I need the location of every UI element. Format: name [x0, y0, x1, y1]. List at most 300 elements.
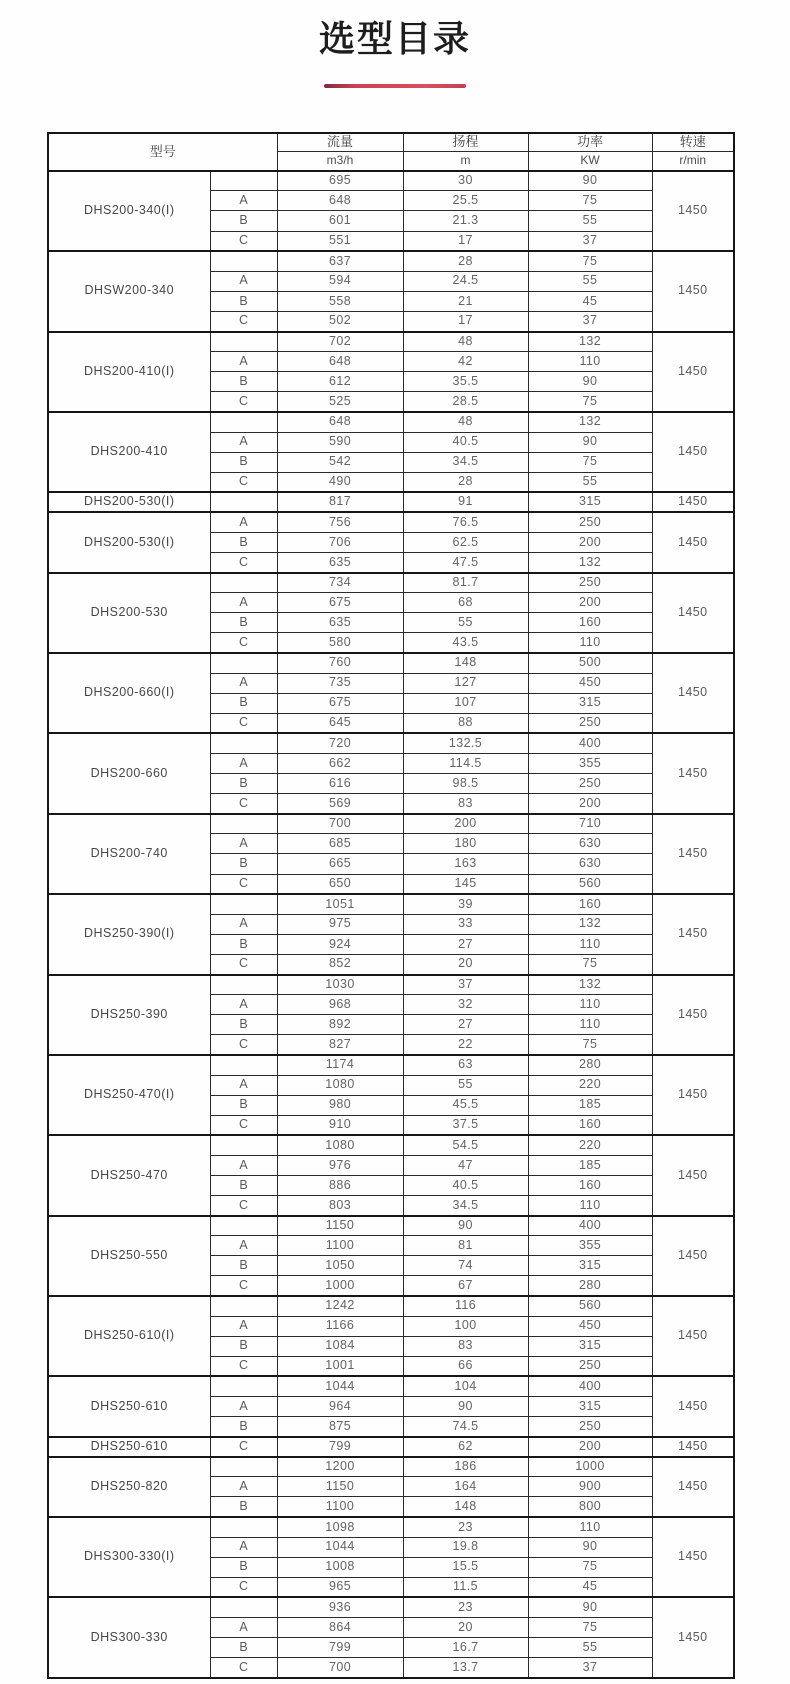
flow-cell: 569 — [277, 794, 403, 814]
variant-cell: A — [210, 1316, 277, 1336]
flow-cell: 760 — [277, 653, 403, 673]
variant-cell — [210, 653, 277, 673]
head-cell: 47.5 — [403, 553, 528, 573]
variant-cell — [210, 1517, 277, 1537]
variant-cell: C — [210, 1115, 277, 1135]
head-cell: 132.5 — [403, 733, 528, 753]
flow-cell: 799 — [277, 1638, 403, 1658]
variant-cell: C — [210, 553, 277, 573]
head-cell: 145 — [403, 874, 528, 894]
power-cell: 250 — [528, 713, 652, 733]
variant-cell: C — [210, 954, 277, 974]
col-header-head: 扬程 — [403, 133, 528, 152]
power-cell: 75 — [528, 1557, 652, 1577]
power-cell: 132 — [528, 975, 652, 995]
flow-cell: 735 — [277, 673, 403, 693]
variant-cell — [210, 814, 277, 834]
variant-cell: A — [210, 1236, 277, 1256]
flow-cell: 756 — [277, 512, 403, 532]
head-cell: 74 — [403, 1256, 528, 1276]
variant-cell: A — [210, 754, 277, 774]
power-cell: 315 — [528, 492, 652, 512]
flow-cell: 734 — [277, 573, 403, 593]
variant-cell — [210, 1457, 277, 1477]
head-cell: 17 — [403, 311, 528, 331]
flow-cell: 827 — [277, 1035, 403, 1055]
head-cell: 27 — [403, 1015, 528, 1035]
head-cell: 27 — [403, 934, 528, 954]
variant-cell: C — [210, 1577, 277, 1597]
variant-cell: C — [210, 472, 277, 492]
variant-cell — [210, 492, 277, 512]
speed-cell: 1450 — [652, 412, 734, 492]
variant-cell: B — [210, 291, 277, 311]
power-cell: 75 — [528, 251, 652, 271]
power-cell: 160 — [528, 613, 652, 633]
head-cell: 28 — [403, 472, 528, 492]
model-cell: DHS200-740 — [48, 814, 210, 894]
variant-cell: A — [210, 191, 277, 211]
power-cell: 200 — [528, 1437, 652, 1457]
head-cell: 28.5 — [403, 392, 528, 412]
variant-cell: B — [210, 1497, 277, 1517]
head-cell: 45.5 — [403, 1095, 528, 1115]
variant-cell: C — [210, 713, 277, 733]
speed-cell: 1450 — [652, 1457, 734, 1517]
flow-cell: 580 — [277, 633, 403, 653]
head-cell: 114.5 — [403, 754, 528, 774]
variant-cell: C — [210, 633, 277, 653]
head-cell: 55 — [403, 1075, 528, 1095]
col-header-power: 功率 — [528, 133, 652, 152]
power-cell: 900 — [528, 1477, 652, 1497]
power-cell: 160 — [528, 894, 652, 914]
flow-cell: 648 — [277, 352, 403, 372]
power-cell: 90 — [528, 372, 652, 392]
model-cell: DHS250-470(I) — [48, 1055, 210, 1135]
head-cell: 32 — [403, 995, 528, 1015]
head-cell: 104 — [403, 1376, 528, 1396]
model-cell: DHS250-610 — [48, 1437, 210, 1457]
power-cell: 90 — [528, 1537, 652, 1557]
flow-cell: 558 — [277, 291, 403, 311]
head-cell: 107 — [403, 693, 528, 713]
flow-cell: 864 — [277, 1618, 403, 1638]
power-cell: 710 — [528, 814, 652, 834]
variant-cell: B — [210, 1256, 277, 1276]
flow-cell: 1030 — [277, 975, 403, 995]
head-cell: 17 — [403, 231, 528, 251]
power-cell: 132 — [528, 412, 652, 432]
head-cell: 48 — [403, 412, 528, 432]
flow-cell: 675 — [277, 593, 403, 613]
head-cell: 98.5 — [403, 774, 528, 794]
flow-cell: 1174 — [277, 1055, 403, 1075]
head-cell: 21 — [403, 291, 528, 311]
power-cell: 500 — [528, 653, 652, 673]
flow-cell: 702 — [277, 332, 403, 352]
flow-cell: 551 — [277, 231, 403, 251]
variant-cell: B — [210, 1557, 277, 1577]
power-cell: 280 — [528, 1276, 652, 1296]
col-unit-power: KW — [528, 152, 652, 171]
speed-cell: 1450 — [652, 653, 734, 733]
head-cell: 34.5 — [403, 452, 528, 472]
head-cell: 21.3 — [403, 211, 528, 231]
variant-cell: A — [210, 914, 277, 934]
flow-cell: 502 — [277, 311, 403, 331]
flow-cell: 490 — [277, 472, 403, 492]
model-cell: DHS200-530(I) — [48, 492, 210, 512]
speed-cell: 1450 — [652, 1296, 734, 1376]
col-header-flow: 流量 — [277, 133, 403, 152]
variant-cell — [210, 251, 277, 271]
model-cell: DHS250-820 — [48, 1457, 210, 1517]
power-cell: 90 — [528, 1597, 652, 1617]
power-cell: 450 — [528, 673, 652, 693]
model-cell: DHS200-530(I) — [48, 512, 210, 572]
speed-cell: 1450 — [652, 332, 734, 412]
speed-cell: 1450 — [652, 894, 734, 974]
head-cell: 23 — [403, 1597, 528, 1617]
head-cell: 67 — [403, 1276, 528, 1296]
head-cell: 81 — [403, 1236, 528, 1256]
power-cell: 250 — [528, 774, 652, 794]
variant-cell: A — [210, 352, 277, 372]
variant-cell: A — [210, 593, 277, 613]
model-cell: DHS200-530 — [48, 573, 210, 653]
speed-cell: 1450 — [652, 1135, 734, 1215]
head-cell: 16.7 — [403, 1638, 528, 1658]
head-cell: 83 — [403, 794, 528, 814]
col-unit-head: m — [403, 152, 528, 171]
flow-cell: 645 — [277, 713, 403, 733]
head-cell: 23 — [403, 1517, 528, 1537]
col-unit-flow: m3/h — [277, 152, 403, 171]
power-cell: 75 — [528, 1618, 652, 1638]
head-cell: 24.5 — [403, 271, 528, 291]
power-cell: 110 — [528, 995, 652, 1015]
power-cell: 220 — [528, 1075, 652, 1095]
power-cell: 55 — [528, 271, 652, 291]
power-cell: 560 — [528, 1296, 652, 1316]
variant-cell: C — [210, 1437, 277, 1457]
head-cell: 37 — [403, 975, 528, 995]
speed-cell: 1450 — [652, 733, 734, 813]
flow-cell: 1200 — [277, 1457, 403, 1477]
head-cell: 74.5 — [403, 1417, 528, 1437]
power-cell: 560 — [528, 874, 652, 894]
flow-cell: 968 — [277, 995, 403, 1015]
head-cell: 47 — [403, 1155, 528, 1175]
head-cell: 62.5 — [403, 532, 528, 552]
head-cell: 200 — [403, 814, 528, 834]
model-cell: DHS250-470 — [48, 1135, 210, 1215]
head-cell: 11.5 — [403, 1577, 528, 1597]
power-cell: 160 — [528, 1115, 652, 1135]
variant-cell — [210, 412, 277, 432]
head-cell: 35.5 — [403, 372, 528, 392]
model-cell: DHS200-660 — [48, 733, 210, 813]
flow-cell: 594 — [277, 271, 403, 291]
speed-cell: 1450 — [652, 1597, 734, 1677]
power-cell: 37 — [528, 231, 652, 251]
flow-cell: 706 — [277, 532, 403, 552]
head-cell: 62 — [403, 1437, 528, 1457]
head-cell: 90 — [403, 1216, 528, 1236]
flow-cell: 1080 — [277, 1135, 403, 1155]
variant-cell — [210, 1296, 277, 1316]
power-cell: 75 — [528, 392, 652, 412]
head-cell: 33 — [403, 914, 528, 934]
head-cell: 22 — [403, 1035, 528, 1055]
speed-cell: 1450 — [652, 1376, 734, 1436]
head-cell: 55 — [403, 613, 528, 633]
variant-cell — [210, 1597, 277, 1617]
model-cell: DHS300-330(I) — [48, 1517, 210, 1597]
variant-cell: B — [210, 1417, 277, 1437]
variant-cell: A — [210, 834, 277, 854]
speed-cell: 1450 — [652, 492, 734, 512]
variant-cell — [210, 1376, 277, 1396]
speed-cell: 1450 — [652, 512, 734, 572]
speed-cell: 1450 — [652, 171, 734, 251]
flow-cell: 1084 — [277, 1336, 403, 1356]
variant-cell: B — [210, 934, 277, 954]
head-cell: 163 — [403, 854, 528, 874]
power-cell: 250 — [528, 1417, 652, 1437]
head-cell: 68 — [403, 593, 528, 613]
power-cell: 315 — [528, 1336, 652, 1356]
flow-cell: 1150 — [277, 1216, 403, 1236]
power-cell: 355 — [528, 754, 652, 774]
flow-cell: 965 — [277, 1577, 403, 1597]
variant-cell: C — [210, 392, 277, 412]
head-cell: 81.7 — [403, 573, 528, 593]
head-cell: 66 — [403, 1356, 528, 1376]
flow-cell: 685 — [277, 834, 403, 854]
head-cell: 39 — [403, 894, 528, 914]
variant-cell — [210, 894, 277, 914]
flow-cell: 852 — [277, 954, 403, 974]
flow-cell: 542 — [277, 452, 403, 472]
flow-cell: 1242 — [277, 1296, 403, 1316]
flow-cell: 1044 — [277, 1376, 403, 1396]
flow-cell: 695 — [277, 171, 403, 191]
model-cell: DHS250-550 — [48, 1216, 210, 1296]
head-cell: 40.5 — [403, 1175, 528, 1195]
model-cell: DHS200-410 — [48, 412, 210, 492]
flow-cell: 803 — [277, 1196, 403, 1216]
speed-cell: 1450 — [652, 1055, 734, 1135]
head-cell: 148 — [403, 1497, 528, 1517]
variant-cell: C — [210, 874, 277, 894]
variant-cell: B — [210, 452, 277, 472]
variant-cell: B — [210, 1638, 277, 1658]
head-cell: 54.5 — [403, 1135, 528, 1155]
variant-cell: A — [210, 1155, 277, 1175]
variant-cell: B — [210, 693, 277, 713]
head-cell: 164 — [403, 1477, 528, 1497]
head-cell: 40.5 — [403, 432, 528, 452]
flow-cell: 525 — [277, 392, 403, 412]
model-cell: DHS250-390(I) — [48, 894, 210, 974]
col-header-speed: 转速 — [652, 133, 734, 152]
variant-cell — [210, 1216, 277, 1236]
power-cell: 630 — [528, 834, 652, 854]
flow-cell: 1044 — [277, 1537, 403, 1557]
head-cell: 25.5 — [403, 191, 528, 211]
head-cell: 91 — [403, 492, 528, 512]
variant-cell: B — [210, 372, 277, 392]
variant-cell: C — [210, 794, 277, 814]
flow-cell: 700 — [277, 1658, 403, 1678]
power-cell: 250 — [528, 1356, 652, 1376]
flow-cell: 924 — [277, 934, 403, 954]
head-cell: 28 — [403, 251, 528, 271]
variant-cell: C — [210, 1356, 277, 1376]
variant-cell: B — [210, 1015, 277, 1035]
power-cell: 220 — [528, 1135, 652, 1155]
speed-cell: 1450 — [652, 814, 734, 894]
variant-cell: B — [210, 1095, 277, 1115]
model-cell: DHS200-660(I) — [48, 653, 210, 733]
flow-cell: 635 — [277, 613, 403, 633]
power-cell: 45 — [528, 291, 652, 311]
model-cell: DHS300-330 — [48, 1597, 210, 1677]
head-cell: 48 — [403, 332, 528, 352]
variant-cell: C — [210, 311, 277, 331]
variant-cell: C — [210, 1276, 277, 1296]
head-cell: 100 — [403, 1316, 528, 1336]
flow-cell: 1008 — [277, 1557, 403, 1577]
model-cell: DHSW200-340 — [48, 251, 210, 331]
power-cell: 800 — [528, 1497, 652, 1517]
model-cell: DHS250-610 — [48, 1376, 210, 1436]
head-cell: 76.5 — [403, 512, 528, 532]
selection-table — [47, 132, 735, 1679]
head-cell: 90 — [403, 1397, 528, 1417]
power-cell: 1000 — [528, 1457, 652, 1477]
flow-cell: 637 — [277, 251, 403, 271]
table-body — [48, 171, 734, 1678]
variant-cell: C — [210, 1035, 277, 1055]
variant-cell: B — [210, 532, 277, 552]
head-cell: 88 — [403, 713, 528, 733]
head-cell: 20 — [403, 1618, 528, 1638]
head-cell: 83 — [403, 1336, 528, 1356]
flow-cell: 1150 — [277, 1477, 403, 1497]
power-cell: 37 — [528, 311, 652, 331]
variant-cell: B — [210, 774, 277, 794]
variant-cell: A — [210, 1477, 277, 1497]
power-cell: 450 — [528, 1316, 652, 1336]
flow-cell: 964 — [277, 1397, 403, 1417]
power-cell: 75 — [528, 191, 652, 211]
variant-cell: A — [210, 1397, 277, 1417]
flow-cell: 635 — [277, 553, 403, 573]
power-cell: 132 — [528, 332, 652, 352]
power-cell: 400 — [528, 733, 652, 753]
speed-cell: 1450 — [652, 251, 734, 331]
head-cell: 43.5 — [403, 633, 528, 653]
flow-cell: 975 — [277, 914, 403, 934]
head-cell: 19.8 — [403, 1537, 528, 1557]
speed-cell: 1450 — [652, 975, 734, 1055]
power-cell: 55 — [528, 472, 652, 492]
power-cell: 45 — [528, 1577, 652, 1597]
model-cell: DHS200-410(I) — [48, 332, 210, 412]
flow-cell: 616 — [277, 774, 403, 794]
power-cell: 200 — [528, 532, 652, 552]
power-cell: 185 — [528, 1155, 652, 1175]
head-cell: 13.7 — [403, 1658, 528, 1678]
power-cell: 315 — [528, 1397, 652, 1417]
variant-cell: C — [210, 1658, 277, 1678]
flow-cell: 875 — [277, 1417, 403, 1437]
model-cell: DHS250-390 — [48, 975, 210, 1055]
flow-cell: 1051 — [277, 894, 403, 914]
power-cell: 355 — [528, 1236, 652, 1256]
flow-cell: 1000 — [277, 1276, 403, 1296]
flow-cell: 817 — [277, 492, 403, 512]
flow-cell: 601 — [277, 211, 403, 231]
flow-cell: 590 — [277, 432, 403, 452]
flow-cell: 665 — [277, 854, 403, 874]
power-cell: 185 — [528, 1095, 652, 1115]
power-cell: 90 — [528, 171, 652, 191]
speed-cell: 1450 — [652, 1437, 734, 1457]
flow-cell: 799 — [277, 1437, 403, 1457]
power-cell: 132 — [528, 553, 652, 573]
head-cell: 15.5 — [403, 1557, 528, 1577]
variant-cell — [210, 975, 277, 995]
head-cell: 37.5 — [403, 1115, 528, 1135]
variant-cell: A — [210, 512, 277, 532]
flow-cell: 662 — [277, 754, 403, 774]
variant-cell: A — [210, 1537, 277, 1557]
power-cell: 250 — [528, 512, 652, 532]
power-cell: 315 — [528, 1256, 652, 1276]
variant-cell — [210, 1055, 277, 1075]
head-cell: 34.5 — [403, 1196, 528, 1216]
head-cell: 186 — [403, 1457, 528, 1477]
head-cell: 63 — [403, 1055, 528, 1075]
flow-cell: 648 — [277, 191, 403, 211]
flow-cell: 1098 — [277, 1517, 403, 1537]
variant-cell: A — [210, 1618, 277, 1638]
variant-cell — [210, 1135, 277, 1155]
power-cell: 75 — [528, 1035, 652, 1055]
flow-cell: 1166 — [277, 1316, 403, 1336]
variant-cell: C — [210, 231, 277, 251]
flow-cell: 892 — [277, 1015, 403, 1035]
head-cell: 42 — [403, 352, 528, 372]
variant-cell: A — [210, 271, 277, 291]
power-cell: 280 — [528, 1055, 652, 1075]
power-cell: 400 — [528, 1376, 652, 1396]
variant-cell — [210, 733, 277, 753]
variant-cell: B — [210, 211, 277, 231]
power-cell: 90 — [528, 432, 652, 452]
col-unit-speed: r/min — [652, 152, 734, 171]
variant-cell: A — [210, 1075, 277, 1095]
variant-cell — [210, 573, 277, 593]
power-cell: 400 — [528, 1216, 652, 1236]
flow-cell: 1050 — [277, 1256, 403, 1276]
variant-cell: B — [210, 1175, 277, 1195]
flow-cell: 886 — [277, 1175, 403, 1195]
